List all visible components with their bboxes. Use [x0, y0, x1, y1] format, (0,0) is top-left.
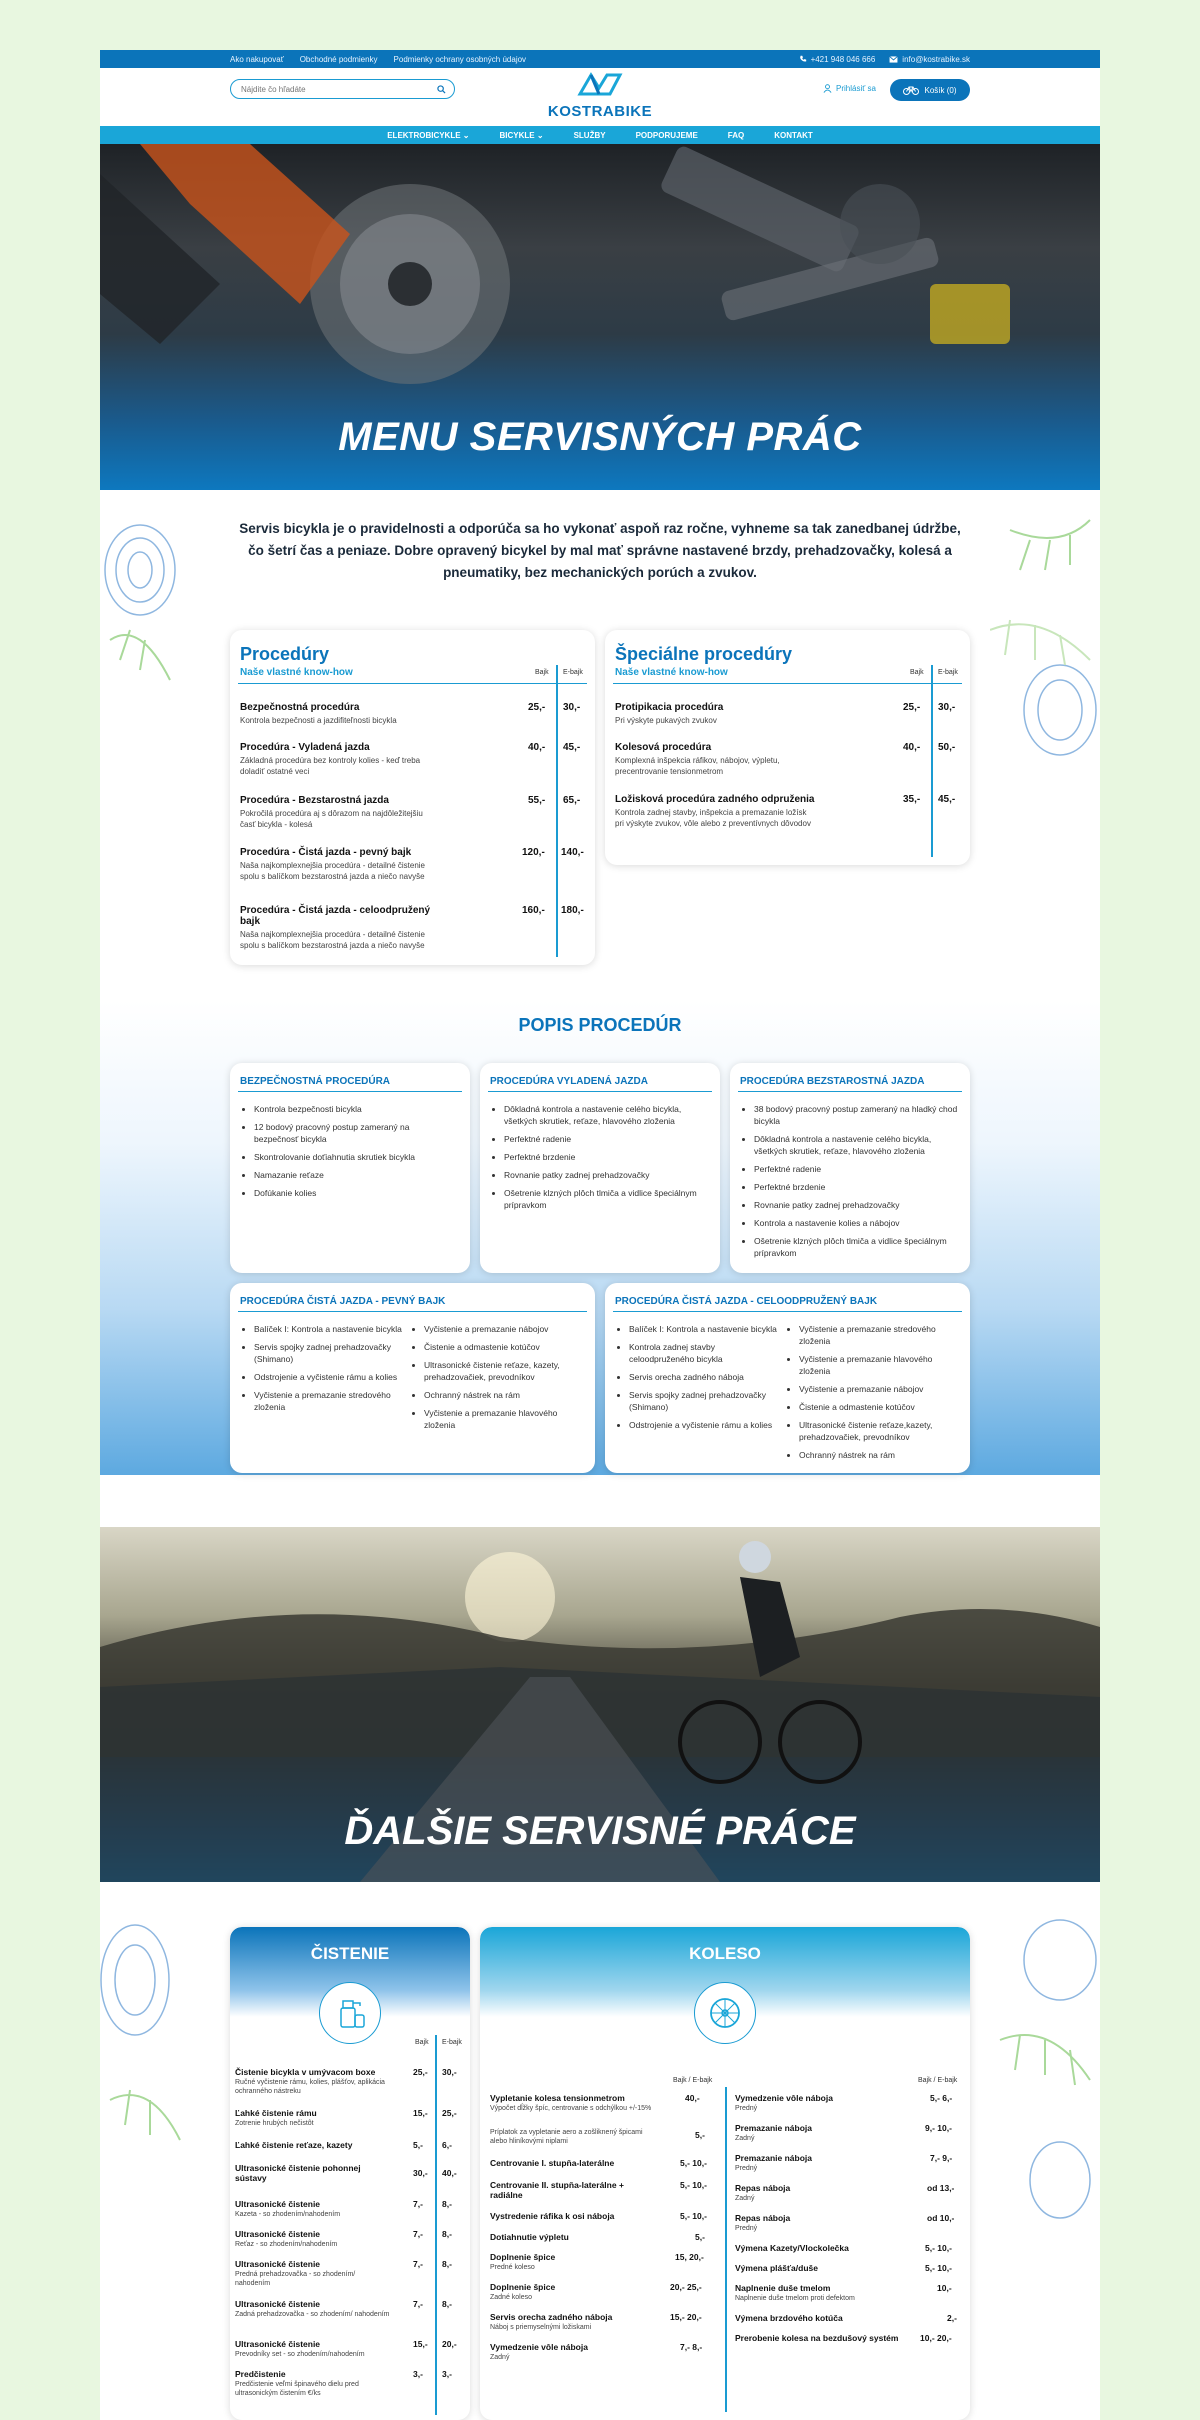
- decor-left-icon: [100, 510, 190, 710]
- divider: [613, 683, 962, 684]
- service-name: Ultrasonické čistenie: [235, 2299, 321, 2309]
- price-ebajk: 20,-: [442, 2339, 457, 2349]
- hero-banner-2: [100, 1527, 1100, 1882]
- service-row: [735, 2123, 900, 2143]
- service-desc: Zadný: [735, 2195, 755, 2202]
- cart-button[interactable]: [890, 79, 970, 101]
- procedure-name: Bezpečnostná procedúra: [240, 702, 360, 713]
- decor-right-icon: [990, 510, 1100, 770]
- list-item: • Ošetrenie klzných plôch tlmiča a vidlice špeciálnym prípravkom: [504, 1187, 707, 1211]
- service-desc: Predné koleso: [490, 2264, 535, 2271]
- procedure-row: [240, 905, 440, 951]
- popis-card-cista-pevny: [230, 1283, 595, 1473]
- price: 2,-: [947, 2313, 957, 2323]
- price-bajk: 35,-: [903, 794, 921, 805]
- special-title: Špeciálne procedúry: [615, 644, 793, 664]
- popis-list-right: [412, 1323, 582, 1437]
- list-item: • Servis orecha zadného nábojа: [629, 1371, 782, 1383]
- service-row: [490, 2232, 655, 2242]
- price: 5,-: [695, 2232, 705, 2242]
- price-bajk: 7,-: [413, 2229, 423, 2239]
- price-ebajk: 8,-: [442, 2259, 452, 2269]
- procedures-card: [230, 630, 595, 965]
- list-item: • Dôkladná kontrola a nastavenie celého bicykla, všetkých skrutiek, reťaze, hlavového zloženia: [504, 1103, 707, 1127]
- login-link[interactable]: [823, 84, 876, 93]
- procedure-row: [240, 847, 440, 882]
- list-item: • Ochranný nástrek na rám: [799, 1449, 959, 1461]
- price-bajk: 160,-: [522, 905, 545, 916]
- email-address: info@kostrabike.sk: [902, 54, 970, 64]
- service-row: [735, 2283, 900, 2303]
- popis-card-title: BEZPEČNOSTNÁ PROCEDÚRA: [240, 1076, 391, 1087]
- list-item: • Vyčistenie a premazanie hlavového zloženia: [799, 1353, 959, 1377]
- service-name: Premazanie nábojа: [735, 2153, 813, 2163]
- list-item: • Ultrasonické čistenie reťaze, kazety, prehadzovačiek, prevodníkov: [424, 1359, 582, 1383]
- list-item: • Vyčistenie a premazanie nábojov: [424, 1323, 582, 1335]
- service-name: Ultrasonické čistenie pohonnej sústavy: [235, 2163, 361, 2183]
- list-item: • Čistenie a odmastenie kotúčov: [799, 1401, 959, 1413]
- service-desc: Zadný: [490, 2354, 510, 2361]
- price: 10,-: [937, 2283, 952, 2293]
- price: 5,- 10,-: [680, 2211, 707, 2221]
- service-desc: Zadné koleso: [490, 2294, 533, 2301]
- col-ebajk: E-bajk: [938, 669, 958, 676]
- divider: [613, 1311, 962, 1312]
- user-icon: [823, 84, 832, 93]
- service-desc: Predný: [735, 2105, 758, 2112]
- page: [100, 50, 1100, 2420]
- nav-item-faq[interactable]: FAQ: [727, 130, 745, 140]
- list-item: • 12 bodový pracovný postup zameraný na bezpečnosť bicykla: [254, 1121, 452, 1145]
- price-bajk: 55,-: [528, 795, 546, 806]
- procedure-desc: Kontrola bezpečnosti a jazdifiteľnosti bicykla: [240, 716, 397, 725]
- service-row: [735, 2093, 900, 2113]
- list-item: • Perfektné brzdenie: [754, 1181, 960, 1193]
- list-item: • Servis spojky zadnej prehadzovačky (Shimano): [629, 1389, 782, 1413]
- popis-card-title: PROCEDÚRA VYLADENÁ JAZDA: [490, 1076, 648, 1087]
- price-bajk: 7,-: [413, 2199, 423, 2209]
- chevron-down-icon: ⌄: [536, 130, 544, 140]
- service-desc: Zadná prehadzovačka - so zhodením/ nahodením: [235, 2311, 390, 2318]
- procedure-row: [240, 795, 440, 830]
- list-item: • Čistenie a odmastenie kotúčov: [424, 1341, 582, 1353]
- list-item: • 38 bodový pracovný postup zameraný na hladký chod bicykla: [754, 1103, 960, 1127]
- service-desc: Náboj s priemyselnými ložiskami: [490, 2324, 592, 2331]
- service-row: [235, 2259, 390, 2288]
- service-row: [490, 2252, 655, 2272]
- popis-list-left: [242, 1323, 407, 1419]
- special-procedures-card: [605, 630, 970, 865]
- price-bajk: 25,-: [413, 2067, 428, 2077]
- mail-icon: [889, 56, 898, 63]
- hero-title: MENU SERVISNÝCH PRÁC: [338, 415, 862, 459]
- list-item: • Perfektné brzdenie: [504, 1151, 707, 1163]
- decor-bottom-right-icon: [990, 1900, 1100, 2230]
- procedure-desc: Naša najkomplexnejšia procedúra - detailné čistenie spolu s balíčkom bezstarostná jazda a niečo navyše: [240, 930, 425, 950]
- email-contact[interactable]: [889, 55, 970, 64]
- phone-icon: [799, 55, 807, 63]
- service-row: [490, 2180, 655, 2200]
- price: od 10,-: [927, 2213, 955, 2223]
- list-item: • Rovnanie patky zadnej prehadzovačky: [754, 1199, 960, 1211]
- colhead-right: Bajk / E-bajk: [918, 2077, 958, 2084]
- divider: [738, 1091, 962, 1092]
- list-item: • Dôkladná kontrola a nastavenie celého bicykla, všetkých skrutiek, reťaze, hlavového zloženia: [754, 1133, 960, 1157]
- service-desc: Kazeta - so zhodením/nahodením: [235, 2211, 341, 2218]
- list-item: • Perfektné radenie: [754, 1163, 960, 1175]
- hero2-title: ĎALŠIE SERVISNÉ PRÁCE: [344, 1809, 856, 1853]
- service-row: [735, 2313, 900, 2323]
- list-item: • Rovnanie patky zadnej prehadzovačky: [504, 1169, 707, 1181]
- phone-number: +421 948 046 666: [810, 54, 876, 64]
- service-row: [490, 2158, 655, 2168]
- service-name: Repas nábojа: [735, 2183, 791, 2193]
- list-item: • Skontrolovanie doťiahnutia skrutiek bicykla: [254, 1151, 452, 1163]
- service-row: [735, 2153, 900, 2173]
- search-icon[interactable]: [437, 85, 446, 94]
- logo-text: KOSTRABIKE: [547, 103, 653, 120]
- procedure-name: Ložisková procedúra zadného odpruženia: [615, 794, 815, 805]
- nav-item-elektrobicykle[interactable]: [387, 131, 469, 140]
- cistenie-icon-circle: [319, 1982, 381, 2044]
- popis-card-vyladena: [480, 1063, 720, 1273]
- wheel-icon: [707, 1995, 743, 2031]
- price-ebajk: 6,-: [442, 2140, 452, 2150]
- nav-label: BICYKLE: [499, 130, 535, 140]
- popis-list: [242, 1103, 452, 1205]
- price-ebajk: 3,-: [442, 2369, 452, 2379]
- service-name: Ultrasonické čistenie: [235, 2259, 321, 2269]
- price-ebajk: 8,-: [442, 2199, 452, 2209]
- price-ebajk: 180,-: [561, 905, 584, 916]
- list-item: • Odstrojenie a vyčistenie rámu a kolies: [254, 1371, 407, 1383]
- intro-text: Servis bicykla je o pravidelnosti a odporúča sa ho vykonať aspoň raz ročne, vyhneme sa tak zanedbanej údržbe, čo šetrí čas a peniaze. Dobre opravený bicykel by mal mať správne nastavené brzdy, prehadzovačky, kolesá a pneumatiky, bez mechanických porúch a zvukov.: [239, 521, 961, 580]
- popis-list: [742, 1103, 960, 1265]
- procedure-name: Kolesová procedúra: [615, 742, 712, 753]
- procedure-desc: Pokročilá procedúra aj s dôrazom na najdôležitejšiu časť bicykla - kolesá: [240, 809, 423, 829]
- service-row: [235, 2369, 390, 2398]
- service-row: [735, 2263, 900, 2273]
- col-bajk: Bajk: [415, 2039, 429, 2046]
- bike-icon: [903, 85, 919, 95]
- service-name: Vypletanie kolesa tensionmetrom: [490, 2093, 625, 2103]
- service-row: [235, 2199, 390, 2219]
- service-row: [235, 2163, 390, 2183]
- procedure-name: Protipikacia procedúra: [615, 702, 724, 713]
- price-bajk: 15,-: [413, 2108, 428, 2118]
- col-bajk: Bajk: [910, 669, 924, 676]
- price: 15,- 20,-: [670, 2312, 702, 2322]
- cart-label: Košík (0): [924, 85, 957, 95]
- service-name: Vystredenie ráfika k osi nábojа: [490, 2211, 615, 2221]
- service-name: Ľahké čistenie rámu: [235, 2108, 317, 2118]
- price: 20,- 25,-: [670, 2282, 702, 2292]
- service-name: Vymedzenie vôle nábojа: [735, 2093, 833, 2103]
- nav-item-kontakt[interactable]: KONTAKT: [774, 130, 813, 140]
- nav-label: ELEKTROBICYKLE: [387, 130, 461, 140]
- procedure-row: [240, 742, 440, 777]
- price-ebajk: 45,-: [563, 742, 581, 753]
- procedure-name: Procedúra - Čistá jazda - pevný bajk: [240, 847, 412, 858]
- service-desc: Reťaz - so zhodením/nahodením: [235, 2241, 338, 2248]
- service-name: Ultrasonické čistenie: [235, 2199, 321, 2209]
- list-item: • Servis spojky zadnej prehadzovačky (Shimano): [254, 1341, 407, 1365]
- service-name: Centrovanie I. stupňa-laterálne: [490, 2158, 615, 2168]
- service-desc: Zadný: [735, 2135, 755, 2142]
- service-row: [235, 2339, 390, 2359]
- service-row: [735, 2243, 900, 2253]
- service-name: Servis orecha zadného nábojа: [490, 2312, 613, 2322]
- service-name: Doplnenie špice: [490, 2252, 556, 2262]
- special-subtitle: Naše vlastné know-how: [615, 667, 728, 678]
- chevron-down-icon: ⌄: [462, 130, 470, 140]
- decor-bottom-left-icon: [100, 1900, 190, 2200]
- col-ebajk: E-bajk: [563, 669, 583, 676]
- service-name: Doplnenie špice: [490, 2282, 556, 2292]
- topbar-link[interactable]: Obchodné podmienky: [299, 54, 378, 64]
- service-row: [235, 2229, 390, 2249]
- service-desc: Predný: [735, 2225, 758, 2232]
- procedure-desc: Komplexná inšpekcia ráfikov, nábojov, výpletu, precentrovanie tensionmetrom: [615, 756, 780, 776]
- service-row: [490, 2282, 655, 2302]
- service-desc: Predná prehadzovačka - so zhodením/ nahodením: [235, 2271, 356, 2287]
- divider: [238, 683, 587, 684]
- column-divider: [435, 2035, 437, 2415]
- procedure-row: [615, 702, 815, 726]
- popis-list-left: [617, 1323, 782, 1437]
- cistenie-title: ČISTENIE: [310, 1944, 390, 1963]
- price-ebajk: 40,-: [442, 2168, 457, 2178]
- price: 7,- 9,-: [930, 2153, 953, 2163]
- service-name: Prerobenie kolesa na bezdušový systém: [735, 2333, 899, 2343]
- koleso-icon-circle: [694, 1982, 756, 2044]
- list-item: • Ultrasonické čistenie reťaze,kazety, prehadzovačiek, prevodníkov: [799, 1419, 959, 1443]
- procedure-desc: Základná procedúra bez kontroly kolies - keď treba doladiť ostatné veci: [240, 756, 421, 776]
- service-row: [735, 2333, 900, 2343]
- service-name: Vymedzenie vôle nábojа: [490, 2342, 588, 2352]
- price-bajk: 40,-: [903, 742, 921, 753]
- price: 9,- 10,-: [925, 2123, 952, 2133]
- cistenie-card: [230, 1927, 470, 2420]
- price-bajk: 25,-: [903, 702, 921, 713]
- service-desc: Naplnenie duše tmelom proti defektom: [735, 2295, 855, 2302]
- list-item: • Kontrola bezpečnosti bicykla: [254, 1103, 452, 1115]
- koleso-card: [480, 1927, 970, 2420]
- hero-banner: [100, 144, 1100, 490]
- list-item: • Balíček I: Kontrola a nastavenie bicykla: [629, 1323, 782, 1335]
- service-desc: Ručné vyčistenie rámu, kolies, plášťov, aplikácia ochranného nástreku: [235, 2079, 385, 2095]
- service-row: [490, 2312, 655, 2332]
- procedures-title: Procedúry: [240, 644, 330, 664]
- popis-card-bezpecnostna: [230, 1063, 470, 1273]
- service-row: [735, 2213, 900, 2233]
- service-name: Ultrasonické čistenie: [235, 2339, 321, 2349]
- login-label: Prihlásiť sa: [836, 84, 876, 93]
- service-desc: Prevodníky set - so zhodením/nahodením: [235, 2351, 365, 2358]
- column-divider: [931, 665, 933, 857]
- price: 10,- 20,-: [920, 2333, 952, 2343]
- procedure-row: [240, 702, 440, 726]
- service-desc: Príplatok za vypletanie aero a zošliknený špicami alebo hliníkovými niplami: [490, 2129, 643, 2145]
- price-ebajk: 30,-: [442, 2067, 457, 2077]
- search-box[interactable]: [230, 79, 455, 99]
- price-bajk: 15,-: [413, 2339, 428, 2349]
- price-ebajk: 8,-: [442, 2299, 452, 2309]
- main-nav: [100, 126, 1100, 144]
- price: 40,-: [685, 2093, 700, 2103]
- service-row: [235, 2299, 390, 2319]
- price: 15, 20,-: [675, 2252, 704, 2262]
- popis-card-title: PROCEDÚRA BEZSTAROSTNÁ JAZDA: [740, 1076, 925, 1087]
- service-desc: Predčistenie veľmi špinavého dielu pred ultrasonickým čistením €/ks: [235, 2381, 359, 2397]
- service-name: Výmena plášťa/duše: [735, 2263, 818, 2273]
- list-item: • Namazanie reťaze: [254, 1169, 452, 1181]
- price-bajk: 5,-: [413, 2140, 423, 2150]
- price-bajk: 40,-: [528, 742, 546, 753]
- price-ebajk: 30,-: [938, 702, 956, 713]
- popis-list-right: [787, 1323, 959, 1467]
- service-name: Čistenie bicykla v umývacom boxe: [235, 2067, 376, 2077]
- procedure-name: Procedúra - Bezstarostná jazda: [240, 795, 389, 806]
- list-item: • Odstrojenie a vyčistenie rámu a kolies: [629, 1419, 782, 1431]
- topbar-link[interactable]: Ako nakupovať: [230, 54, 284, 64]
- price-bajk: 30,-: [413, 2168, 428, 2178]
- header: [100, 68, 1100, 126]
- column-divider: [556, 665, 558, 957]
- list-item: • Vyčistenie a premazanie stredového zloženia: [254, 1389, 407, 1413]
- price-bajk: 120,-: [522, 847, 545, 858]
- phone-contact[interactable]: [799, 55, 876, 64]
- list-item: • Balíček I: Kontrola a nastavenie bicykla: [254, 1323, 407, 1335]
- service-row: [235, 2108, 390, 2128]
- service-row: [490, 2127, 655, 2146]
- price: 7,- 8,-: [680, 2342, 703, 2352]
- price-bajk: 25,-: [528, 702, 546, 713]
- divider: [238, 1091, 462, 1092]
- popis-card-title: PROCEDÚRA ČISTÁ JAZDA - PEVNÝ BAJK: [240, 1296, 446, 1307]
- price-bajk: 7,-: [413, 2259, 423, 2269]
- nav-item-bicykle[interactable]: [500, 131, 544, 140]
- search-input[interactable]: [239, 84, 437, 95]
- list-item: • Vyčistenie a premazanie nábojov: [799, 1383, 959, 1395]
- list-item: • Kontrola a nastavenie kolies a nábojov: [754, 1217, 960, 1229]
- price-ebajk: 50,-: [938, 742, 956, 753]
- service-name: Predčistenie: [235, 2369, 286, 2379]
- service-row: [490, 2342, 655, 2362]
- popis-card-title: PROCEDÚRA ČISTÁ JAZDA - CELOODPRUŽENÝ BAJK: [615, 1296, 878, 1307]
- service-name: Repas nábojа: [735, 2213, 791, 2223]
- logo-mark-icon: [577, 72, 623, 98]
- top-bar: [100, 50, 1100, 68]
- service-row: [235, 2140, 390, 2150]
- service-name: Výmena Kazety/Vlockolečka: [735, 2243, 849, 2253]
- service-row: [490, 2093, 655, 2113]
- service-desc: Predný: [735, 2165, 758, 2172]
- price-ebajk: 25,-: [442, 2108, 457, 2118]
- divider: [238, 1311, 587, 1312]
- topbar-link[interactable]: Podmienky ochrany osobných údajov: [393, 54, 527, 64]
- list-item: • Vyčistenie a premazanie stredového zloženia: [799, 1323, 959, 1347]
- procedure-desc: Pri výskyte pukavých zvukov: [615, 716, 717, 725]
- service-row: [735, 2183, 900, 2203]
- service-name: Výmena brzdového kotúča: [735, 2313, 843, 2323]
- list-item: • Ochranný nástrek na rám: [424, 1389, 582, 1401]
- price-ebajk: 140,-: [561, 847, 584, 858]
- service-name: Ultrasonické čistenie: [235, 2229, 321, 2239]
- procedure-desc: Naša najkomplexnejšia procedúra - detailné čistenie spolu s balíčkom bezstarostná jazda a niečo navyše: [240, 861, 425, 881]
- price-bajk: 3,-: [413, 2369, 423, 2379]
- popis-list: [492, 1103, 707, 1217]
- price: 5,- 10,-: [925, 2263, 952, 2273]
- service-desc: Výpočet dĺžky špíc, centrovanie s odchýlkou +/-15%: [490, 2105, 652, 2112]
- price: 5,- 6,-: [930, 2093, 953, 2103]
- price-bajk: 7,-: [413, 2299, 423, 2309]
- procedure-name: Procedúra - Vyladená jazda: [240, 742, 370, 753]
- popis-card-bezstarostna: [730, 1063, 970, 1273]
- spray-bottle-icon: [332, 1995, 368, 2031]
- service-name: Centrovanie II. stupňa-laterálne + radiálne: [490, 2180, 624, 2200]
- procedures-subtitle: Naše vlastné know-how: [240, 667, 353, 678]
- col-ebajk: E-bajk: [442, 2039, 462, 2046]
- list-item: • Perfektné radenie: [504, 1133, 707, 1145]
- service-name: Dotiahnutie výpletu: [490, 2232, 569, 2242]
- colhead-left: Bajk / E-bajk: [673, 2077, 713, 2084]
- column-divider: [725, 2087, 727, 2412]
- popis-card-cista-celoodpruzeny: [605, 1283, 970, 1473]
- price: 5,- 10,-: [925, 2243, 952, 2253]
- logo[interactable]: [545, 72, 655, 120]
- list-item: • Dofúkanie kolies: [254, 1187, 452, 1199]
- procedure-name: Procedúra - Čistá jazda - celoodpružený bajk: [240, 905, 431, 927]
- nav-item-podporujeme[interactable]: PODPORUJEME: [635, 130, 698, 140]
- list-item: • Kontrola zadnej stavby celoodpruženého bicykla: [629, 1341, 782, 1365]
- price-ebajk: 30,-: [563, 702, 581, 713]
- price: od 13,-: [927, 2183, 955, 2193]
- col-bajk: Bajk: [535, 669, 549, 676]
- list-item: • Vyčistenie a premazanie hlavového zloženia: [424, 1407, 582, 1431]
- list-item: • Ošetrenie klzných plôch tlmiča a vidlice špeciálnym prípravkom: [754, 1235, 960, 1259]
- price-ebajk: 45,-: [938, 794, 956, 805]
- divider: [488, 1091, 712, 1092]
- procedure-row: [615, 794, 815, 829]
- popis-heading: POPIS PROCEDÚR: [518, 1015, 682, 1035]
- procedure-desc: Kontrola zadnej stavby, inšpekcia a premazanie ložísk pri výskyte zvukov, vôle alebo z preventívnych dôvodov: [615, 808, 811, 828]
- price-ebajk: 65,-: [563, 795, 581, 806]
- service-name: Ľahké čistenie reťaze, kazety: [235, 2140, 353, 2150]
- service-desc: Zotrenie hrubých nečistôt: [235, 2120, 314, 2127]
- service-name: Naplnenie duše tmelom: [735, 2283, 831, 2293]
- service-row: [490, 2211, 655, 2221]
- nav-item-sluzby[interactable]: SLUŽBY: [573, 130, 606, 140]
- koleso-title: KOLESO: [689, 1944, 761, 1963]
- procedure-row: [615, 742, 815, 777]
- price-ebajk: 8,-: [442, 2229, 452, 2239]
- service-row: [235, 2067, 390, 2096]
- price: 5,- 10,-: [680, 2180, 707, 2190]
- service-name: Premazanie nábojа: [735, 2123, 813, 2133]
- price: 5,- 10,-: [680, 2158, 707, 2168]
- price: 5,-: [695, 2130, 705, 2140]
